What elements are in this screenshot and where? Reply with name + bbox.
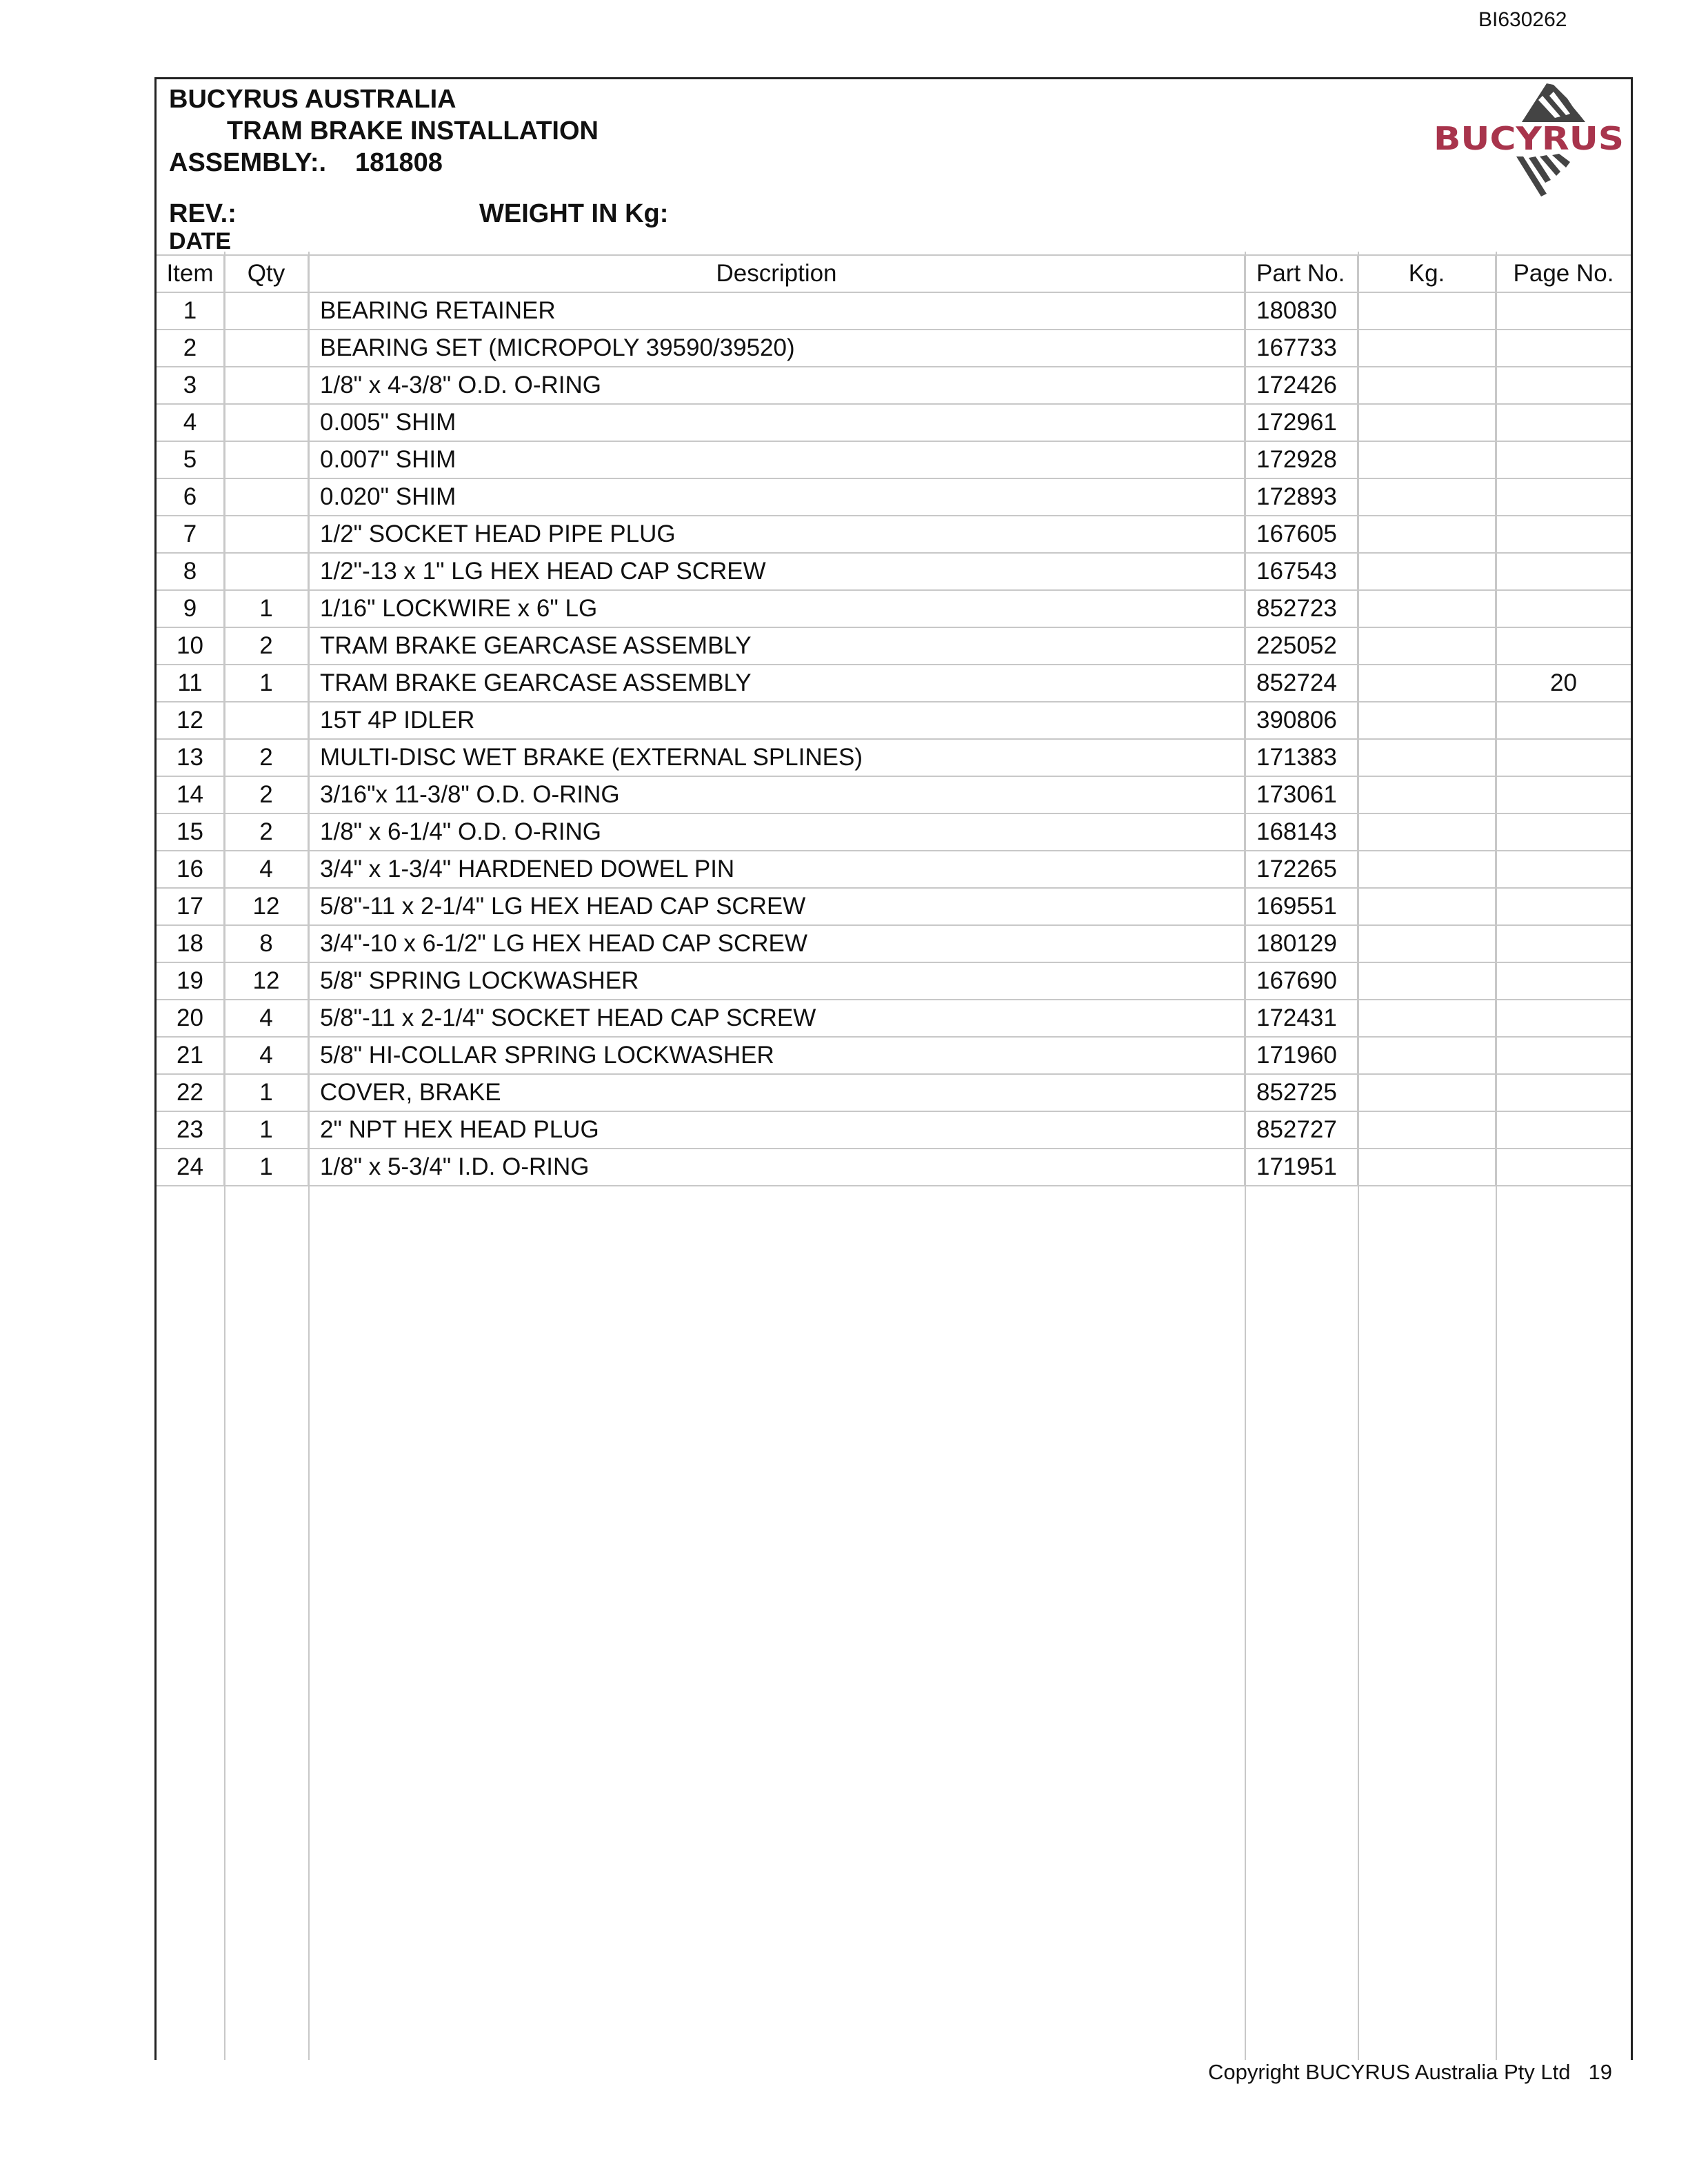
cell-qty [224, 441, 308, 478]
assembly-line [169, 150, 443, 176]
cell-description: 5/8"-11 x 2-1/4" SOCKET HEAD CAP SCREW [308, 1000, 1245, 1037]
cell-description: 3/4" x 1-3/4" HARDENED DOWEL PIN [308, 851, 1245, 888]
table-row [157, 739, 1631, 776]
cell-qty: 1 [224, 1074, 308, 1111]
table-row [157, 813, 1631, 851]
cell-item: 18 [157, 925, 224, 962]
cell-kg [1358, 1074, 1496, 1111]
cell-item: 20 [157, 1000, 224, 1037]
cell-description: 1/16" LOCKWIRE x 6" LG [308, 590, 1245, 627]
assembly-label: ASSEMBLY:. [169, 148, 327, 177]
cell-part-no: 172265 [1245, 851, 1358, 888]
col-header-part-no: Part No. [1245, 255, 1358, 292]
cell-item: 24 [157, 1149, 224, 1186]
cell-item: 21 [157, 1037, 224, 1074]
cell-kg [1358, 776, 1496, 813]
cell-part-no: 168143 [1245, 813, 1358, 851]
weight-label: WEIGHT IN Kg: [479, 199, 669, 228]
cell-part-no: 172961 [1245, 404, 1358, 441]
cell-part-no: 173061 [1245, 776, 1358, 813]
column-divider [1245, 252, 1246, 2060]
cell-part-no: 167690 [1245, 962, 1358, 1000]
parts-list-frame [154, 77, 1633, 2060]
cell-description: 1/8" x 5-3/4" I.D. O-RING [308, 1149, 1245, 1186]
cell-page-no [1496, 404, 1631, 441]
cell-qty [224, 367, 308, 404]
table-row [157, 590, 1631, 627]
column-divider [1358, 252, 1359, 2060]
cell-item: 14 [157, 776, 224, 813]
cell-part-no: 852724 [1245, 665, 1358, 702]
cell-description: 0.005" SHIM [308, 404, 1245, 441]
cell-page-no [1496, 441, 1631, 478]
document-id: BI630262 [1478, 8, 1567, 31]
cell-kg [1358, 851, 1496, 888]
cell-kg [1358, 813, 1496, 851]
cell-kg [1358, 627, 1496, 665]
cell-description: 5/8"-11 x 2-1/4" LG HEX HEAD CAP SCREW [308, 888, 1245, 925]
cell-page-no [1496, 553, 1631, 590]
cell-page-no [1496, 1149, 1631, 1186]
cell-description: 2" NPT HEX HEAD PLUG [308, 1111, 1245, 1149]
cell-item: 23 [157, 1111, 224, 1149]
cell-item: 15 [157, 813, 224, 851]
copyright-text: Copyright BUCYRUS Australia Pty Ltd [1208, 2060, 1571, 2084]
cell-page-no [1496, 1074, 1631, 1111]
cell-description: 1/8" x 4-3/8" O.D. O-RING [308, 367, 1245, 404]
table-row [157, 851, 1631, 888]
cell-qty [224, 516, 308, 553]
logo-wordmark: BUCYRUS [1434, 120, 1624, 157]
cell-page-no [1496, 813, 1631, 851]
cell-description: MULTI-DISC WET BRAKE (EXTERNAL SPLINES) [308, 739, 1245, 776]
cell-item: 11 [157, 665, 224, 702]
cell-page-no [1496, 367, 1631, 404]
cell-page-no [1496, 702, 1631, 739]
cell-part-no: 852723 [1245, 590, 1358, 627]
assembly-title: TRAM BRAKE INSTALLATION [227, 117, 599, 145]
cell-part-no: 390806 [1245, 702, 1358, 739]
cell-part-no: 167543 [1245, 553, 1358, 590]
cell-description: 3/4"-10 x 6-1/2" LG HEX HEAD CAP SCREW [308, 925, 1245, 962]
table-row [157, 888, 1631, 925]
cell-kg [1358, 330, 1496, 367]
cell-page-no [1496, 292, 1631, 330]
cell-item: 5 [157, 441, 224, 478]
table-row [157, 404, 1631, 441]
column-divider [308, 252, 310, 2060]
table-row [157, 330, 1631, 367]
table-header-row [157, 255, 1631, 292]
table-row [157, 776, 1631, 813]
cell-qty: 4 [224, 851, 308, 888]
table-row [157, 553, 1631, 590]
cell-page-no [1496, 1037, 1631, 1074]
table-row [157, 1000, 1631, 1037]
parts-table [157, 254, 1631, 1186]
cell-page-no [1496, 925, 1631, 962]
cell-part-no: 171951 [1245, 1149, 1358, 1186]
date-label: DATE [169, 228, 232, 254]
cell-page-no [1496, 888, 1631, 925]
cell-part-no: 171960 [1245, 1037, 1358, 1074]
cell-description: 1/8" x 6-1/4" O.D. O-RING [308, 813, 1245, 851]
cell-item: 2 [157, 330, 224, 367]
cell-page-no [1496, 962, 1631, 1000]
table-row [157, 925, 1631, 962]
cell-kg [1358, 553, 1496, 590]
cell-part-no: 172893 [1245, 478, 1358, 516]
assembly-number: 181808 [355, 148, 443, 177]
company-name: BUCYRUS AUSTRALIA [169, 85, 456, 114]
cell-kg [1358, 1111, 1496, 1149]
col-header-description: Description [308, 255, 1245, 292]
cell-item: 9 [157, 590, 224, 627]
cell-page-no [1496, 776, 1631, 813]
cell-item: 8 [157, 553, 224, 590]
cell-qty: 4 [224, 1000, 308, 1037]
cell-kg [1358, 925, 1496, 962]
cell-qty [224, 330, 308, 367]
cell-page-no [1496, 330, 1631, 367]
bucyrus-logo [1425, 79, 1632, 203]
cell-qty: 1 [224, 665, 308, 702]
table-row [157, 665, 1631, 702]
cell-qty [224, 292, 308, 330]
table-row [157, 292, 1631, 330]
col-header-kg: Kg. [1358, 255, 1496, 292]
table-row [157, 1037, 1631, 1074]
cell-page-no [1496, 1000, 1631, 1037]
cell-qty: 4 [224, 1037, 308, 1074]
table-row [157, 702, 1631, 739]
table-row [157, 478, 1631, 516]
cell-qty: 2 [224, 627, 308, 665]
cell-item: 17 [157, 888, 224, 925]
cell-kg [1358, 739, 1496, 776]
column-divider [1496, 252, 1497, 2060]
cell-part-no: 167733 [1245, 330, 1358, 367]
cell-qty: 2 [224, 813, 308, 851]
table-row [157, 1111, 1631, 1149]
cell-page-no [1496, 851, 1631, 888]
cell-page-no [1496, 1111, 1631, 1149]
table-row [157, 627, 1631, 665]
cell-kg [1358, 478, 1496, 516]
cell-kg [1358, 441, 1496, 478]
cell-qty [224, 702, 308, 739]
cell-qty: 12 [224, 962, 308, 1000]
cell-part-no: 172928 [1245, 441, 1358, 478]
cell-qty: 1 [224, 590, 308, 627]
page-number: 19 [1588, 2060, 1612, 2084]
cell-page-no [1496, 590, 1631, 627]
cell-page-no [1496, 516, 1631, 553]
col-header-qty: Qty [224, 255, 308, 292]
cell-page-no: 20 [1496, 665, 1631, 702]
cell-kg [1358, 1037, 1496, 1074]
rev-label: REV.: [169, 199, 237, 228]
cell-item: 4 [157, 404, 224, 441]
cell-part-no: 172431 [1245, 1000, 1358, 1037]
column-divider [224, 252, 225, 2060]
col-header-item: Item [157, 255, 224, 292]
cell-item: 19 [157, 962, 224, 1000]
cell-item: 3 [157, 367, 224, 404]
page-footer [1208, 2060, 1612, 2085]
cell-description: 3/16"x 11-3/8" O.D. O-RING [308, 776, 1245, 813]
cell-description: 0.007" SHIM [308, 441, 1245, 478]
cell-item: 1 [157, 292, 224, 330]
cell-item: 7 [157, 516, 224, 553]
cell-part-no: 225052 [1245, 627, 1358, 665]
cell-kg [1358, 404, 1496, 441]
cell-page-no [1496, 627, 1631, 665]
cell-qty [224, 553, 308, 590]
table-row [157, 441, 1631, 478]
table-row [157, 516, 1631, 553]
cell-description: BEARING RETAINER [308, 292, 1245, 330]
cell-description: 1/2"-13 x 1" LG HEX HEAD CAP SCREW [308, 553, 1245, 590]
cell-kg [1358, 367, 1496, 404]
cell-qty: 2 [224, 776, 308, 813]
cell-description: TRAM BRAKE GEARCASE ASSEMBLY [308, 627, 1245, 665]
cell-description: 1/2" SOCKET HEAD PIPE PLUG [308, 516, 1245, 553]
cell-page-no [1496, 739, 1631, 776]
cell-item: 13 [157, 739, 224, 776]
cell-qty: 1 [224, 1111, 308, 1149]
cell-item: 22 [157, 1074, 224, 1111]
cell-qty [224, 404, 308, 441]
cell-kg [1358, 888, 1496, 925]
cell-qty: 2 [224, 739, 308, 776]
cell-qty: 12 [224, 888, 308, 925]
table-row [157, 367, 1631, 404]
cell-part-no: 167605 [1245, 516, 1358, 553]
cell-description: BEARING SET (MICROPOLY 39590/39520) [308, 330, 1245, 367]
cell-kg [1358, 292, 1496, 330]
cell-part-no: 171383 [1245, 739, 1358, 776]
cell-qty [224, 478, 308, 516]
cell-kg [1358, 665, 1496, 702]
cell-part-no: 172426 [1245, 367, 1358, 404]
col-header-page-no: Page No. [1496, 255, 1631, 292]
cell-kg [1358, 1149, 1496, 1186]
cell-kg [1358, 702, 1496, 739]
cell-description: 5/8" SPRING LOCKWASHER [308, 962, 1245, 1000]
cell-description: TRAM BRAKE GEARCASE ASSEMBLY [308, 665, 1245, 702]
cell-qty: 8 [224, 925, 308, 962]
cell-item: 10 [157, 627, 224, 665]
cell-part-no: 852725 [1245, 1074, 1358, 1111]
table-row [157, 1149, 1631, 1186]
cell-part-no: 180129 [1245, 925, 1358, 962]
cell-part-no: 852727 [1245, 1111, 1358, 1149]
cell-kg [1358, 516, 1496, 553]
cell-part-no: 180830 [1245, 292, 1358, 330]
cell-qty: 1 [224, 1149, 308, 1186]
cell-kg [1358, 590, 1496, 627]
cell-kg [1358, 962, 1496, 1000]
table-row [157, 962, 1631, 1000]
cell-description: COVER, BRAKE [308, 1074, 1245, 1111]
cell-kg [1358, 1000, 1496, 1037]
cell-item: 12 [157, 702, 224, 739]
cell-page-no [1496, 478, 1631, 516]
cell-part-no: 169551 [1245, 888, 1358, 925]
cell-description: 15T 4P IDLER [308, 702, 1245, 739]
cell-item: 16 [157, 851, 224, 888]
cell-item: 6 [157, 478, 224, 516]
cell-description: 5/8" HI-COLLAR SPRING LOCKWASHER [308, 1037, 1245, 1074]
cell-description: 0.020" SHIM [308, 478, 1245, 516]
table-row [157, 1074, 1631, 1111]
